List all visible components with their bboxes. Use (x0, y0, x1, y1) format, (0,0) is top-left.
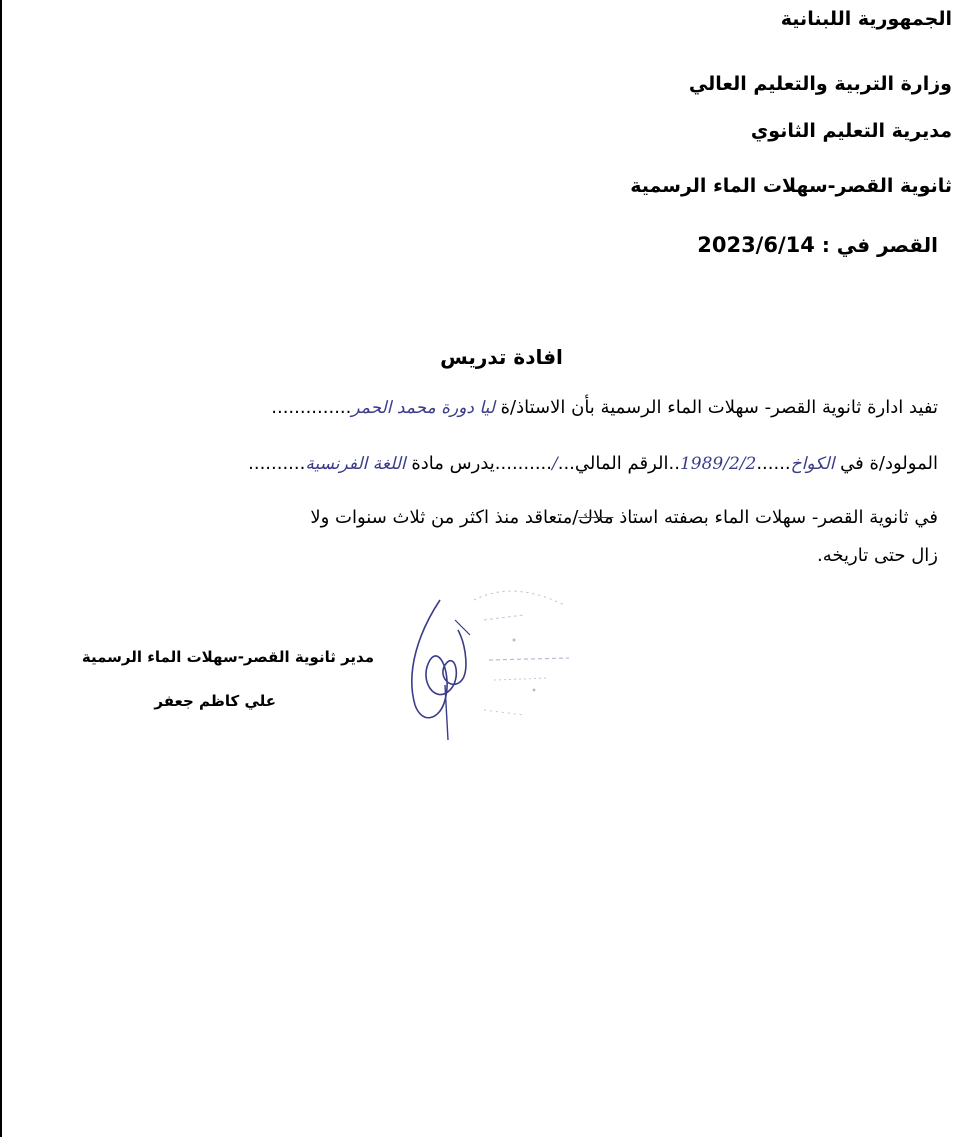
line2-dots-d: .......... (494, 453, 552, 474)
line2-dots-c: ... (557, 453, 575, 474)
body-line-2 (248, 453, 938, 474)
header-ministry: وزارة التربية والتعليم العالي (688, 73, 952, 95)
line2-dots-b: .. (668, 453, 680, 474)
financial-number-label: الرقم المالي (574, 453, 669, 474)
line2-dots-e: .......... (248, 453, 306, 474)
header-school: ثانوية القصر-سهلات الماء الرسمية (630, 175, 952, 197)
line1-dots: .............. (271, 397, 352, 418)
financial-number-handwritten: / (552, 454, 558, 474)
document-title: افادة تدريس (440, 345, 563, 369)
principal-title: مدير ثانوية القصر-سهلات الماء الرسمية (81, 648, 374, 666)
staff-type-struck: ملاك (578, 507, 614, 528)
teacher-name-handwritten: ليا دورة محمد الحمر (351, 398, 495, 418)
line1-text: تفيد ادارة ثانوية القصر- سهلات الماء الرسمية بأن الاستاذ/ة (500, 397, 938, 418)
body-line-4 (817, 545, 938, 566)
line3-text-a: في ثانوية القصر- سهلات الماء بصفته استاذ (619, 507, 938, 528)
subject-label: يدرس مادة (411, 453, 495, 474)
born-label: المولود/ة في (840, 453, 938, 474)
header-directorate: مديرية التعليم الثانوي (750, 120, 952, 142)
header-country: الجمهورية اللبنانية (780, 8, 952, 30)
handwritten-signature-icon (400, 590, 480, 750)
issue-date: 2023/6/14 (697, 233, 815, 257)
line4-text: زال حتى تاريخه. (817, 545, 938, 566)
principal-name: علي كاظم جعفر (154, 692, 276, 710)
line3-text-b: /متعاقد منذ اكثر من ثلاث سنوات ولا (310, 507, 579, 528)
body-line-3 (310, 507, 938, 528)
subject-handwritten: اللغة الفرنسية (305, 454, 406, 474)
body-line-1 (271, 397, 938, 418)
birthplace-handwritten: الكواخ (790, 454, 835, 474)
birthdate-handwritten: 1989/2/2 (679, 454, 757, 474)
line2-dots-a: ...... (756, 453, 791, 474)
date-prefix: القصر في : (821, 233, 938, 257)
header-date-line (697, 233, 938, 257)
